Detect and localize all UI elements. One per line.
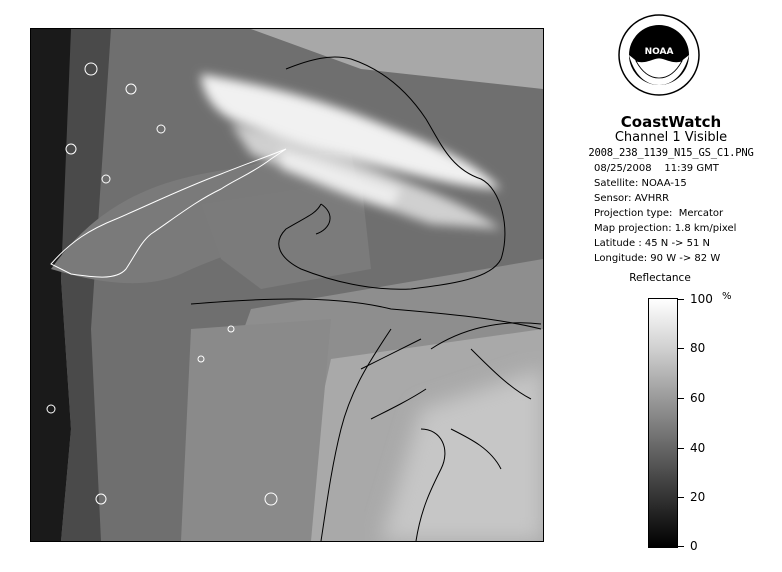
- reflectance-color-bar: [648, 298, 678, 548]
- legend-unit: %: [722, 291, 732, 302]
- latitude: Latitude : 45 N -> 51 N: [594, 238, 710, 249]
- legend-tick-label: 60: [690, 391, 706, 405]
- file-name: 2008_238_1139_N15_GS_C1.PNG: [588, 147, 754, 159]
- datetime: 08/25/2008 11:39 GMT: [594, 163, 719, 174]
- legend-tick-label: 100: [690, 292, 713, 306]
- satellite-image-graphic: [31, 29, 543, 541]
- satellite-image: [30, 28, 544, 542]
- legend-tick: [678, 398, 684, 399]
- projection-type: Projection type: Mercator: [594, 208, 724, 219]
- logo-text: NOAA: [644, 47, 674, 57]
- legend-tick-label: 20: [690, 490, 706, 504]
- noaa-logo: [618, 14, 700, 96]
- longitude: Longitude: 90 W -> 82 W: [594, 253, 721, 264]
- satellite: Satellite: NOAA-15: [594, 178, 687, 189]
- legend-tick: [678, 299, 684, 300]
- sensor: Sensor: AVHRR: [594, 193, 670, 204]
- product-title: CoastWatch: [620, 113, 722, 131]
- legend-tick-label: 40: [690, 441, 706, 455]
- legend-label: Reflectance: [629, 272, 691, 284]
- legend-tick-label: 80: [690, 341, 706, 355]
- legend-tick: [678, 546, 684, 547]
- legend-tick: [678, 348, 684, 349]
- channel-subtitle: Channel 1 Visible: [614, 130, 728, 145]
- legend-tick-label: 0: [690, 539, 698, 553]
- map-projection: Map projection: 1.8 km/pixel: [594, 223, 737, 234]
- legend-tick: [678, 497, 684, 498]
- legend-tick: [678, 448, 684, 449]
